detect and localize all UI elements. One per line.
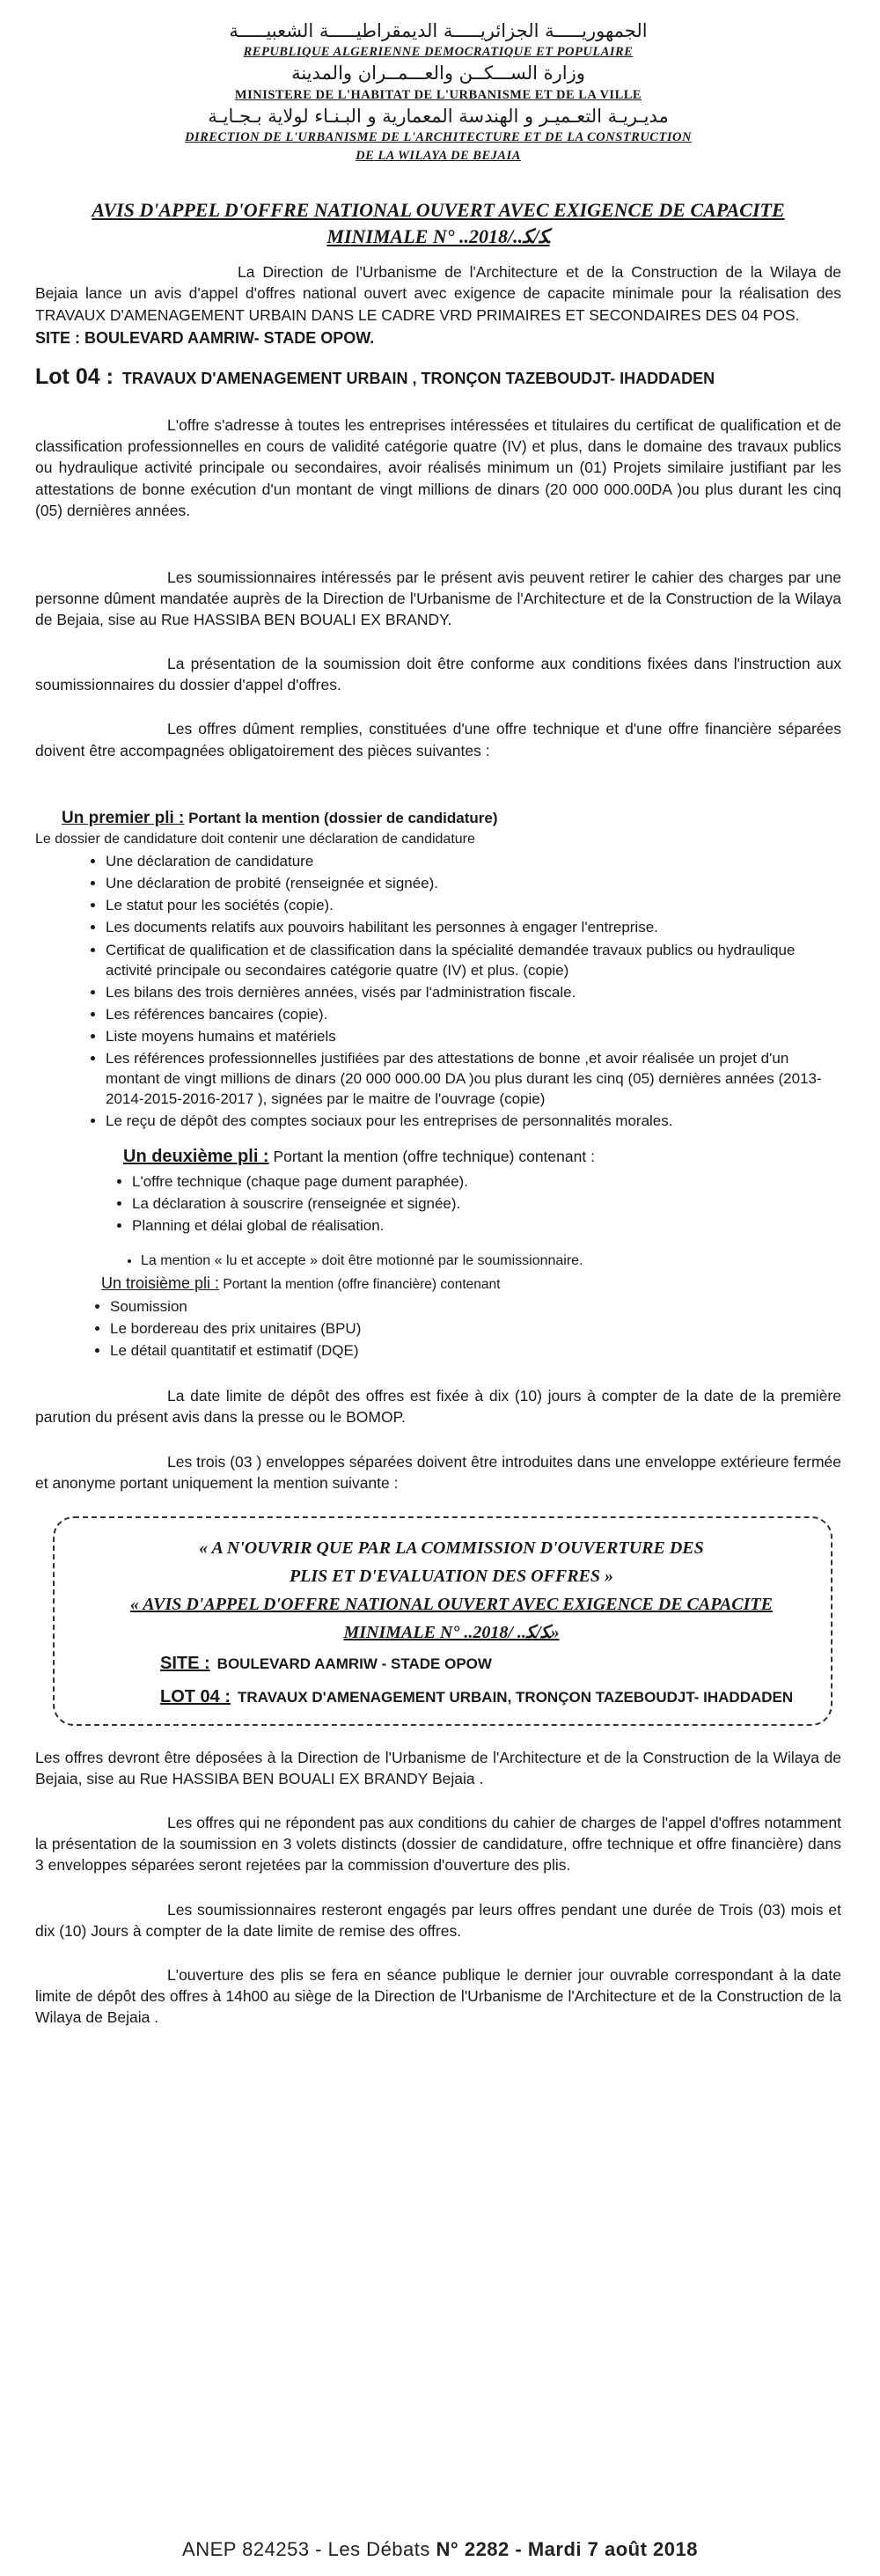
box-site-label: SITE : [160,1653,210,1673]
opening-paragraph: L'ouverture des plis se fera en séance publique le dernier jour ouvrable correspondant à la date limite de dépôt des offres à 14h00 au siège de la Direction de l'Urbanisme de l'Architecture et de la Construction de la Wilaya de Bejaia . [35,1965,841,2027]
second-envelope-mention: Portant la mention (offre technique) contenant : [273,1148,595,1166]
list-item: • Une déclaration de probité (renseignée et signée). [106,873,841,893]
envelopes-paragraph: Les trois (03 ) enveloppes séparées doivent être introduites dans une enveloppe extérieure fermée et anonyme portant uniquement la mention suivante : [35,1452,841,1492]
first-envelope-heading [62,807,841,830]
envelope-mention-box [53,1516,832,1726]
box-line3: « AVIS D'APPEL D'OFFRE NATIONAL OUVERT AVEC EXIGENCE DE CAPACITE [130,1594,773,1614]
deposit-paragraph: Les offres devront être déposées à la Direction de l'Urbanisme de l'Architecture et de la Construction de la Wilaya de Bejaia, sise au Rue HASSIBA BEN BOUALI EX BRANDY Bejaia . [35,1748,841,1788]
box-line2: PLIS ET D'EVALUATION DES OFFRES » [289,1566,614,1586]
accept-note-list [35,1251,841,1271]
second-envelope-label: Un deuxième pli : [123,1147,269,1167]
list-item: • Les bilans des trois dernières années, visés par l'administration fiscale. [106,982,841,1002]
second-envelope-list [35,1171,841,1236]
lot-line [35,362,841,393]
list-item: • La déclaration à souscrire (renseignée et signée). [132,1193,841,1214]
validity-paragraph: Les soumissionnaires resteront engagés par leurs offres pendant une durée de Trois (03) mois et dix (10) Jours à compter de la date limite de remise des offres. [35,1900,841,1940]
documents-paragraph: Les offres dûment remplies, constituées d'une offre technique et d'une offre financière séparées doivent être accompagnées obligatoirement des pièces suivantes : [35,720,841,760]
first-envelope-mention: Portant la mention (dossier de candidature) [188,809,498,826]
lot-number: Lot 04 : [35,363,114,389]
letterhead [35,19,841,165]
notice-title-line1: AVIS D'APPEL D'OFFRE NATIONAL OUVERT AVEC EXIGENCE DE CAPACITE [92,198,785,221]
footer-anep: ANEP 824253 - Les Débats [182,2538,430,2560]
third-envelope-heading [101,1273,841,1295]
first-envelope-subtitle: Le dossier de candidature doit contenir une déclaration de candidature [35,831,475,847]
third-envelope-label: Un troisième pli : [101,1274,220,1293]
list-item: • Le reçu de dépôt des comptes sociaux pour les entreprises de personnalités morales. [106,1111,841,1131]
newspaper-footer [0,2536,880,2563]
accept-note: • La mention « lu et accepte » doit être motionné par le soumissionnaire. [141,1251,841,1271]
third-envelope-mention: Portant la mention (offre financière) contenant [223,1277,501,1293]
notice-title [35,197,841,249]
footer-date: Mardi 7 août 2018 [527,2538,698,2560]
box-lot-label: LOT 04 : [160,1686,231,1706]
box-lot-row [160,1680,813,1714]
third-envelope-list [35,1296,841,1361]
list-item: • Les références professionnelles justifiées par des attestations de bonne ,et avoir réalisée un projet d'un montant de vingt millions de dinars (20 000 000.00 DA )ou plus durant les cinq (05) dernières années (2013-2014-2015-2016-2017 ), signées par le maitre de l'ouvrage (copie) [106,1048,841,1109]
deadline-paragraph: La date limite de dépôt des offres est fixée à dix (10) jours à compter de la date de la première parution du présent avis dans la presse ou le BOMOP. [35,1387,841,1427]
withdraw-paragraph: Les soumissionnaires intéressés par le présent avis peuvent retirer le cahier des charges par une personne dûment mandatée auprès de la Direction de l'Urbanisme de l'Architecture et de la Construction de la Wilaya de Bejaia, sise au Rue HASSIBA BEN BOUALI EX BRANDY. [35,568,841,629]
box-lot-value: TRAVAUX D'AMENAGEMENT URBAIN, TRONÇON TAZEBOUDJT- IHADDADEN [238,1688,794,1706]
list-item: • Le détail quantitatif et estimatif (DQE) [110,1340,841,1361]
list-item: • Les références bancaires (copie). [106,1004,841,1024]
box-line4: MINIMALE N° ..ﻜ/ﻜ.. /2018» [343,1622,560,1642]
letterhead-republic-fr: REPUBLIQUE ALGERIENNE DEMOCRATIQUE ET POPULAIRE [243,45,634,60]
intro-paragraph: La Direction de l'Urbanisme de l'Architecture et de la Construction de la Wilaya de Bejaia lance un avis d'appel d'offres national ouvert avec exigence de capacite minimale pour la réalisation des TRAVAUX D'AMENAGEMENT URBAIN DANS LE CADRE VRD PRIMAIRES ET SECONDAIRES DES 04 POS. [35,263,841,324]
list-item: • Liste moyens humains et matériels [106,1026,841,1046]
first-envelope-label: Un premier pli : [62,808,185,827]
letterhead-ministry-ar: وزارة الســـكــن والعـــمــران والمدينة [291,62,585,84]
notice-title-line2: MINIMALE N° ..ﻜ/ﻜ../2018 [326,224,550,247]
list-item: • Certificat de qualification et de classification dans la spécialité demandée travaux publics ou hydraulique activité principale ou secondaires catégorie quatre (IV) et plus. (copie) [106,940,841,980]
letterhead-direction-ar: مديـريـة التعـميـر و الهندسة المعمارية و البـنـاء لولاية بـجـايـة [208,105,669,127]
lot-label: TRAVAUX D'AMENAGEMENT URBAIN , TRONÇON TAZEBOUDJT- IHADDADEN [121,369,715,387]
letterhead-ministry-fr: MINISTERE DE L'HABITAT DE L'URBANISME ET DE LA VILLE [234,87,642,102]
site-line: SITE : BOULEVARD AAMRIW- STADE OPOW. [35,328,375,347]
list-item: • Une déclaration de candidature [106,851,841,871]
second-envelope-heading [123,1145,841,1170]
rejection-paragraph: Les offres qui ne répondent pas aux conditions du cahier de charges de l'appel d'offres notamment la présentation de la soumission en 3 volets distincts (dossier de candidature, offre technique et offre financière) dans 3 enveloppes séparées seront rejetées par la commission d'ouverture des plis. [35,1814,841,1875]
list-item: • Le statut pour les sociétés (copie). [106,895,841,915]
list-item: • Les documents relatifs aux pouvoirs habilitant les personnes à engager l'entreprise. [106,917,841,937]
box-line1: « A N'OUVRIR QUE PAR LA COMMISSION D'OUVERTURE DES [199,1538,704,1558]
letterhead-republic-ar: الجمهوريـــــة الجزائريـــــة الديمقراطيـــــة الشعبيـــــة [229,20,648,41]
eligibility-paragraph: L'offre s'adresse à toutes les entreprises intéressées et titulaires du certificat de qualification et de classification professionnelles en cours de validité catégorie quatre (IV) et plus, dans le domaine des travaux publics ou hydraulique activité principale ou secondaires, avoir réalisés minimum un (01) Projets similaire justifiant par les attestations de bonne exécution d'un montant de vingt millions de dinars (20 000 000.00DA )ou plus durant les cinq (05) dernières années. [35,416,841,519]
list-item: • Soumission [110,1296,841,1317]
first-envelope-list [35,851,841,1131]
letterhead-direction-fr: DIRECTION DE L'URBANISME DE L'ARCHITECTURE ET DE LA CONSTRUCTION [185,129,692,144]
box-site-row [160,1647,813,1680]
list-item: • L'offre technique (chaque page dument paraphée). [132,1171,841,1192]
footer-issue-number: N° 2282 - [436,2538,523,2560]
list-item: • Le bordereau des prix unitaires (BPU) [110,1318,841,1339]
presentation-paragraph: La présentation de la soumission doit être conforme aux conditions fixées dans l'instruction aux soumissionnaires du dossier d'appel d'offres. [35,655,841,694]
box-site-value: BOULEVARD AAMRIW - STADE OPOW [216,1655,492,1672]
list-item: • Planning et délai global de réalisation. [132,1215,841,1236]
letterhead-wilaya-fr: DE LA WILAYA DE BEJAIA [356,148,521,163]
